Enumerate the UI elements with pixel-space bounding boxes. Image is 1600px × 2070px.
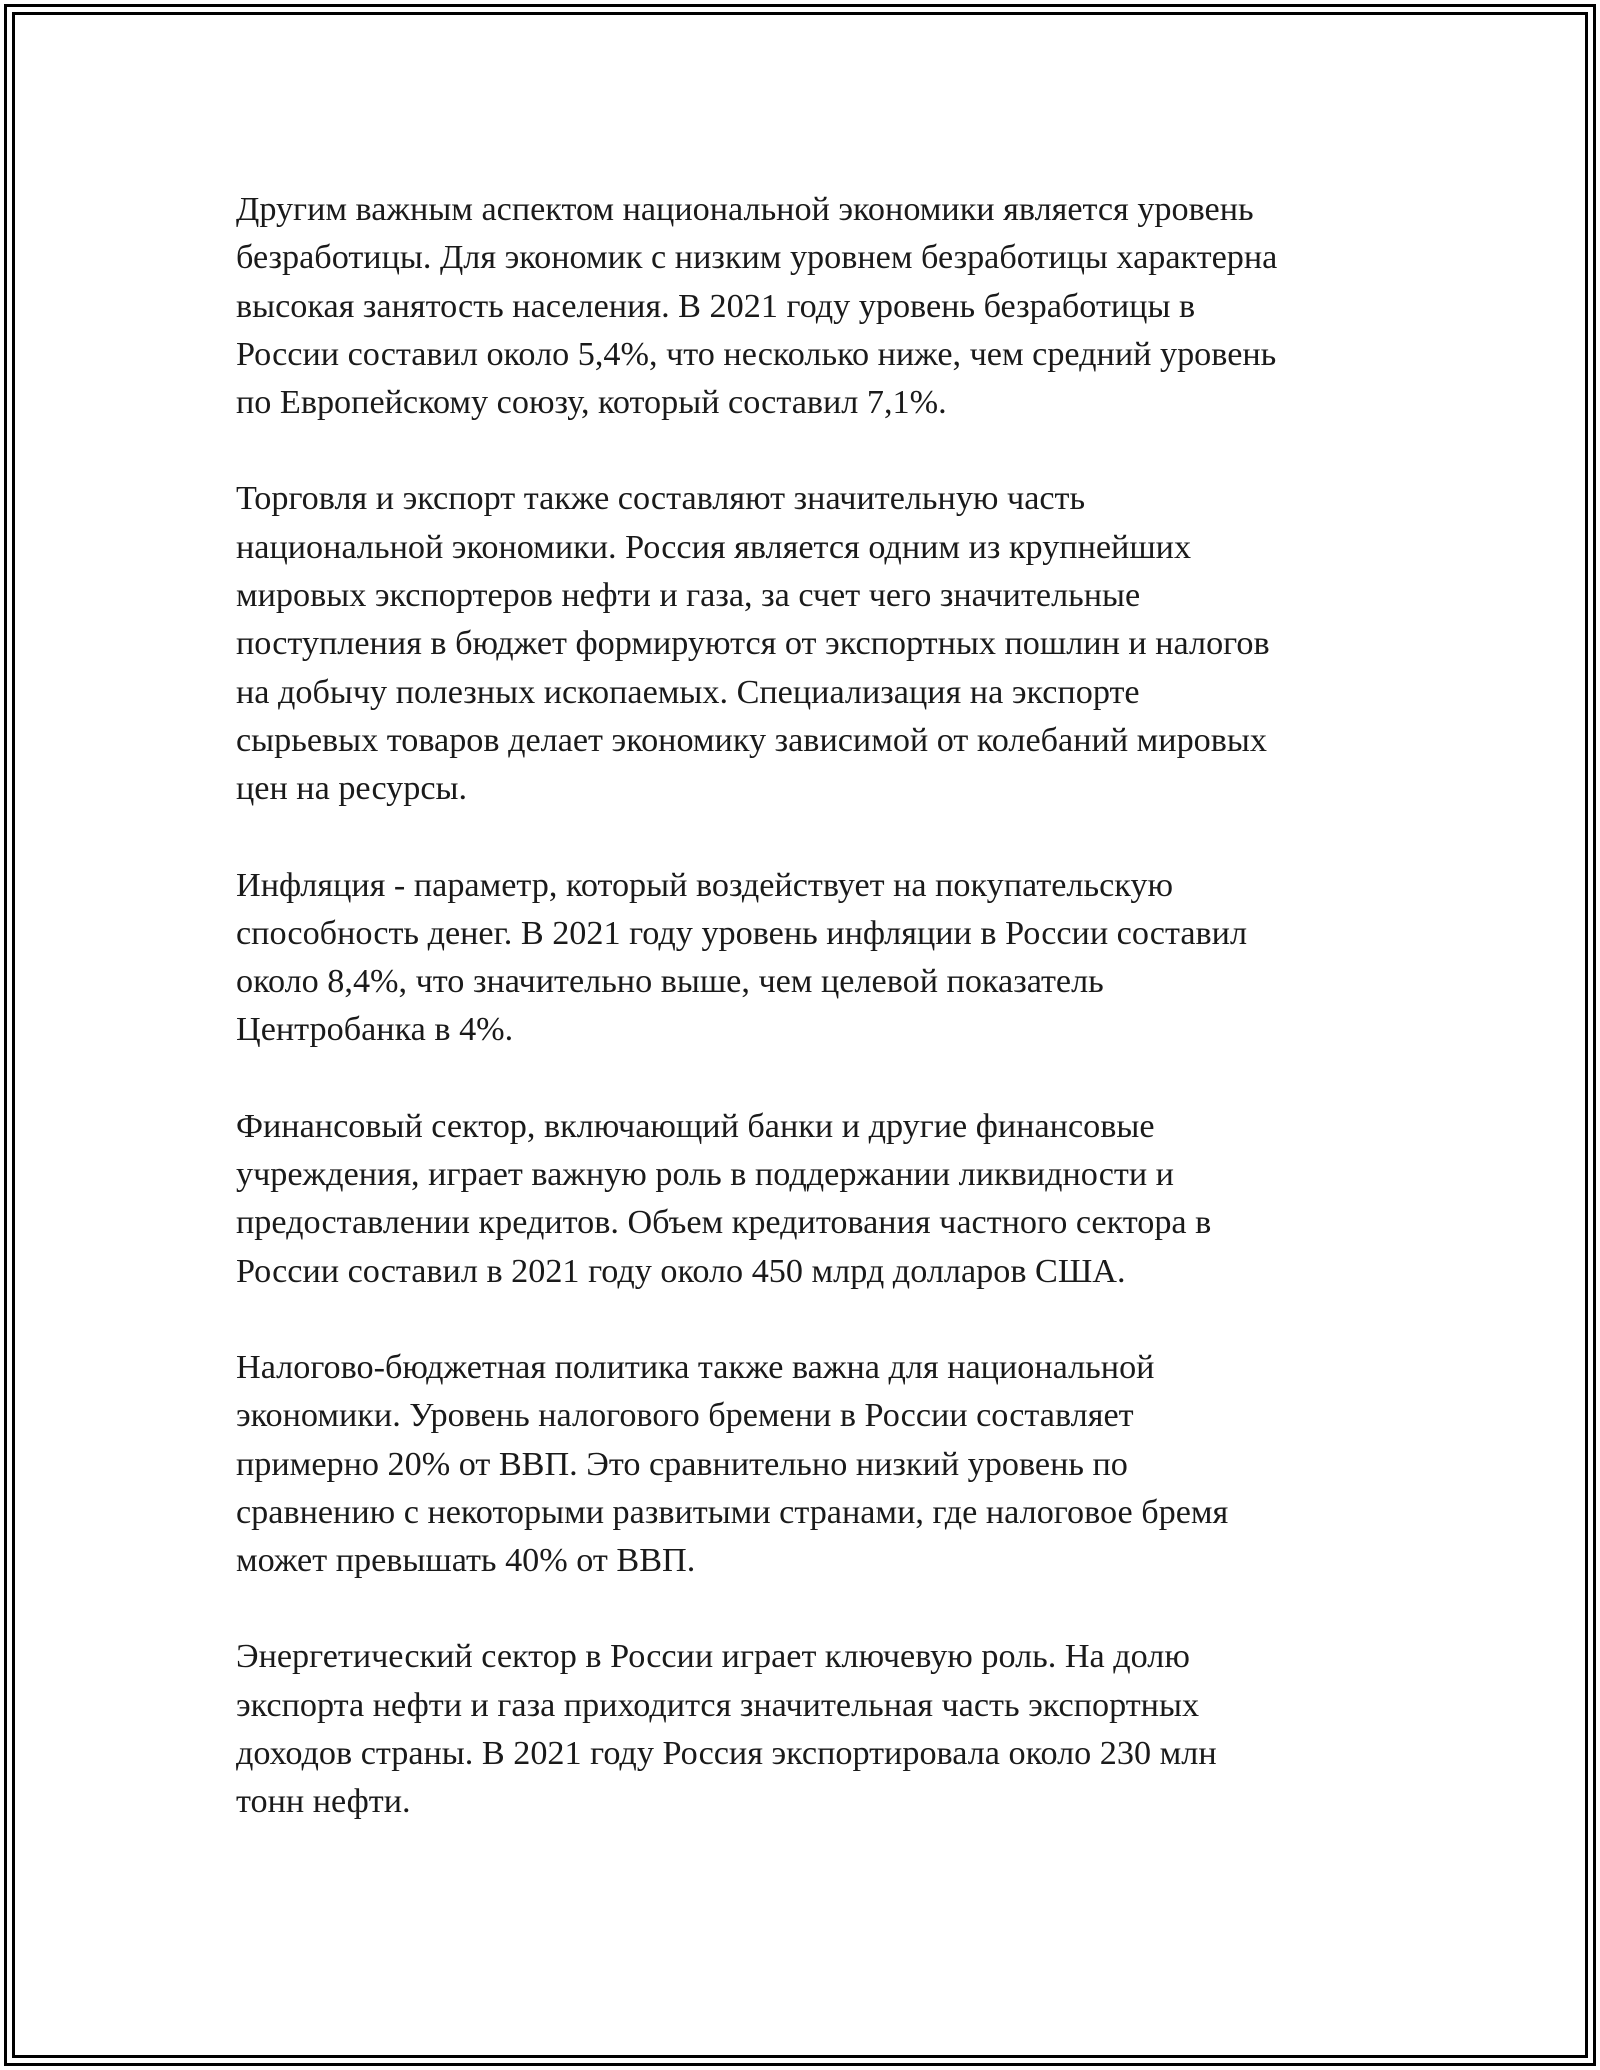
document-body: [236, 186, 1376, 1875]
text-line: Другим важным аспектом национальной экономики является уровень: [236, 191, 1254, 228]
text-line: России составил в 2021 году около 450 млрд долларов США.: [236, 1252, 1126, 1290]
text-line: учреждения, играет важную роль в поддержании ликвидности и: [236, 1156, 1174, 1194]
text-line: мировых экспортеров нефти и газа, за счет чего значительные: [236, 577, 1141, 615]
text-line: способность денег. В 2021 году уровень инфляции в России составил: [236, 914, 1248, 952]
text-line: на добычу полезных ископаемых. Специализация на экспорте: [236, 673, 1140, 711]
text-line: Налогово-бюджетная политика также важна для национальной: [236, 1348, 1155, 1386]
text-line: экономики. Уровень налогового бремени в России составляет: [236, 1397, 1134, 1435]
text-line: национальной экономики. Россия является одним из крупнейших: [236, 528, 1192, 566]
text-line: поступления в бюджет формируются от экспортных пошлин и налогов: [236, 625, 1270, 663]
paragraph-financial-sector: [236, 1103, 1376, 1296]
text-line: экспорта нефти и газа приходится значительная часть экспортных: [236, 1686, 1200, 1724]
paragraph-trade-export: [236, 475, 1376, 813]
text-line: предоставлении кредитов. Объем кредитования частного сектора в: [236, 1204, 1212, 1242]
text-line: может превышать 40% от ВВП.: [236, 1542, 696, 1580]
paragraph-unemployment: [236, 186, 1376, 427]
paragraph-fiscal-policy: [236, 1344, 1376, 1585]
text-line: сравнению с некоторыми развитыми странами, где налоговое бремя: [236, 1493, 1229, 1531]
paragraph-inflation: [236, 862, 1376, 1055]
text-line: Инфляция - параметр, который воздействует на покупательскую: [236, 866, 1174, 904]
text-line: Центробанка в 4%.: [236, 1011, 514, 1049]
text-line: примерно 20% от ВВП. Это сравнительно низкий уровень по: [236, 1445, 1128, 1483]
text-line: цен на ресурсы.: [236, 770, 468, 808]
paragraph-energy-sector: [236, 1633, 1376, 1826]
text-line: высокая занятость населения. В 2021 году уровень безработицы в: [236, 287, 1196, 325]
text-line: России составил около 5,4%, что несколько ниже, чем средний уровень: [236, 335, 1277, 373]
text-line: безработицы. Для экономик с низким уровнем безработицы характерна: [236, 239, 1278, 277]
text-line: Финансовый сектор, включающий банки и другие финансовые: [236, 1107, 1155, 1145]
text-line: Энергетический сектор в России играет ключевую роль. На долю: [236, 1638, 1190, 1676]
text-line: по Европейскому союзу, который составил 7,1%.: [236, 384, 947, 422]
text-line: около 8,4%, что значительно выше, чем целевой показатель: [236, 963, 1104, 1001]
text-line: доходов страны. В 2021 году Россия экспортировала около 230 млн: [236, 1735, 1217, 1773]
text-line: тонн нефти.: [236, 1783, 411, 1821]
text-line: сырьевых товаров делает экономику зависимой от колебаний мировых: [236, 721, 1267, 759]
text-line: Торговля и экспорт также составляют значительную часть: [236, 480, 1086, 518]
